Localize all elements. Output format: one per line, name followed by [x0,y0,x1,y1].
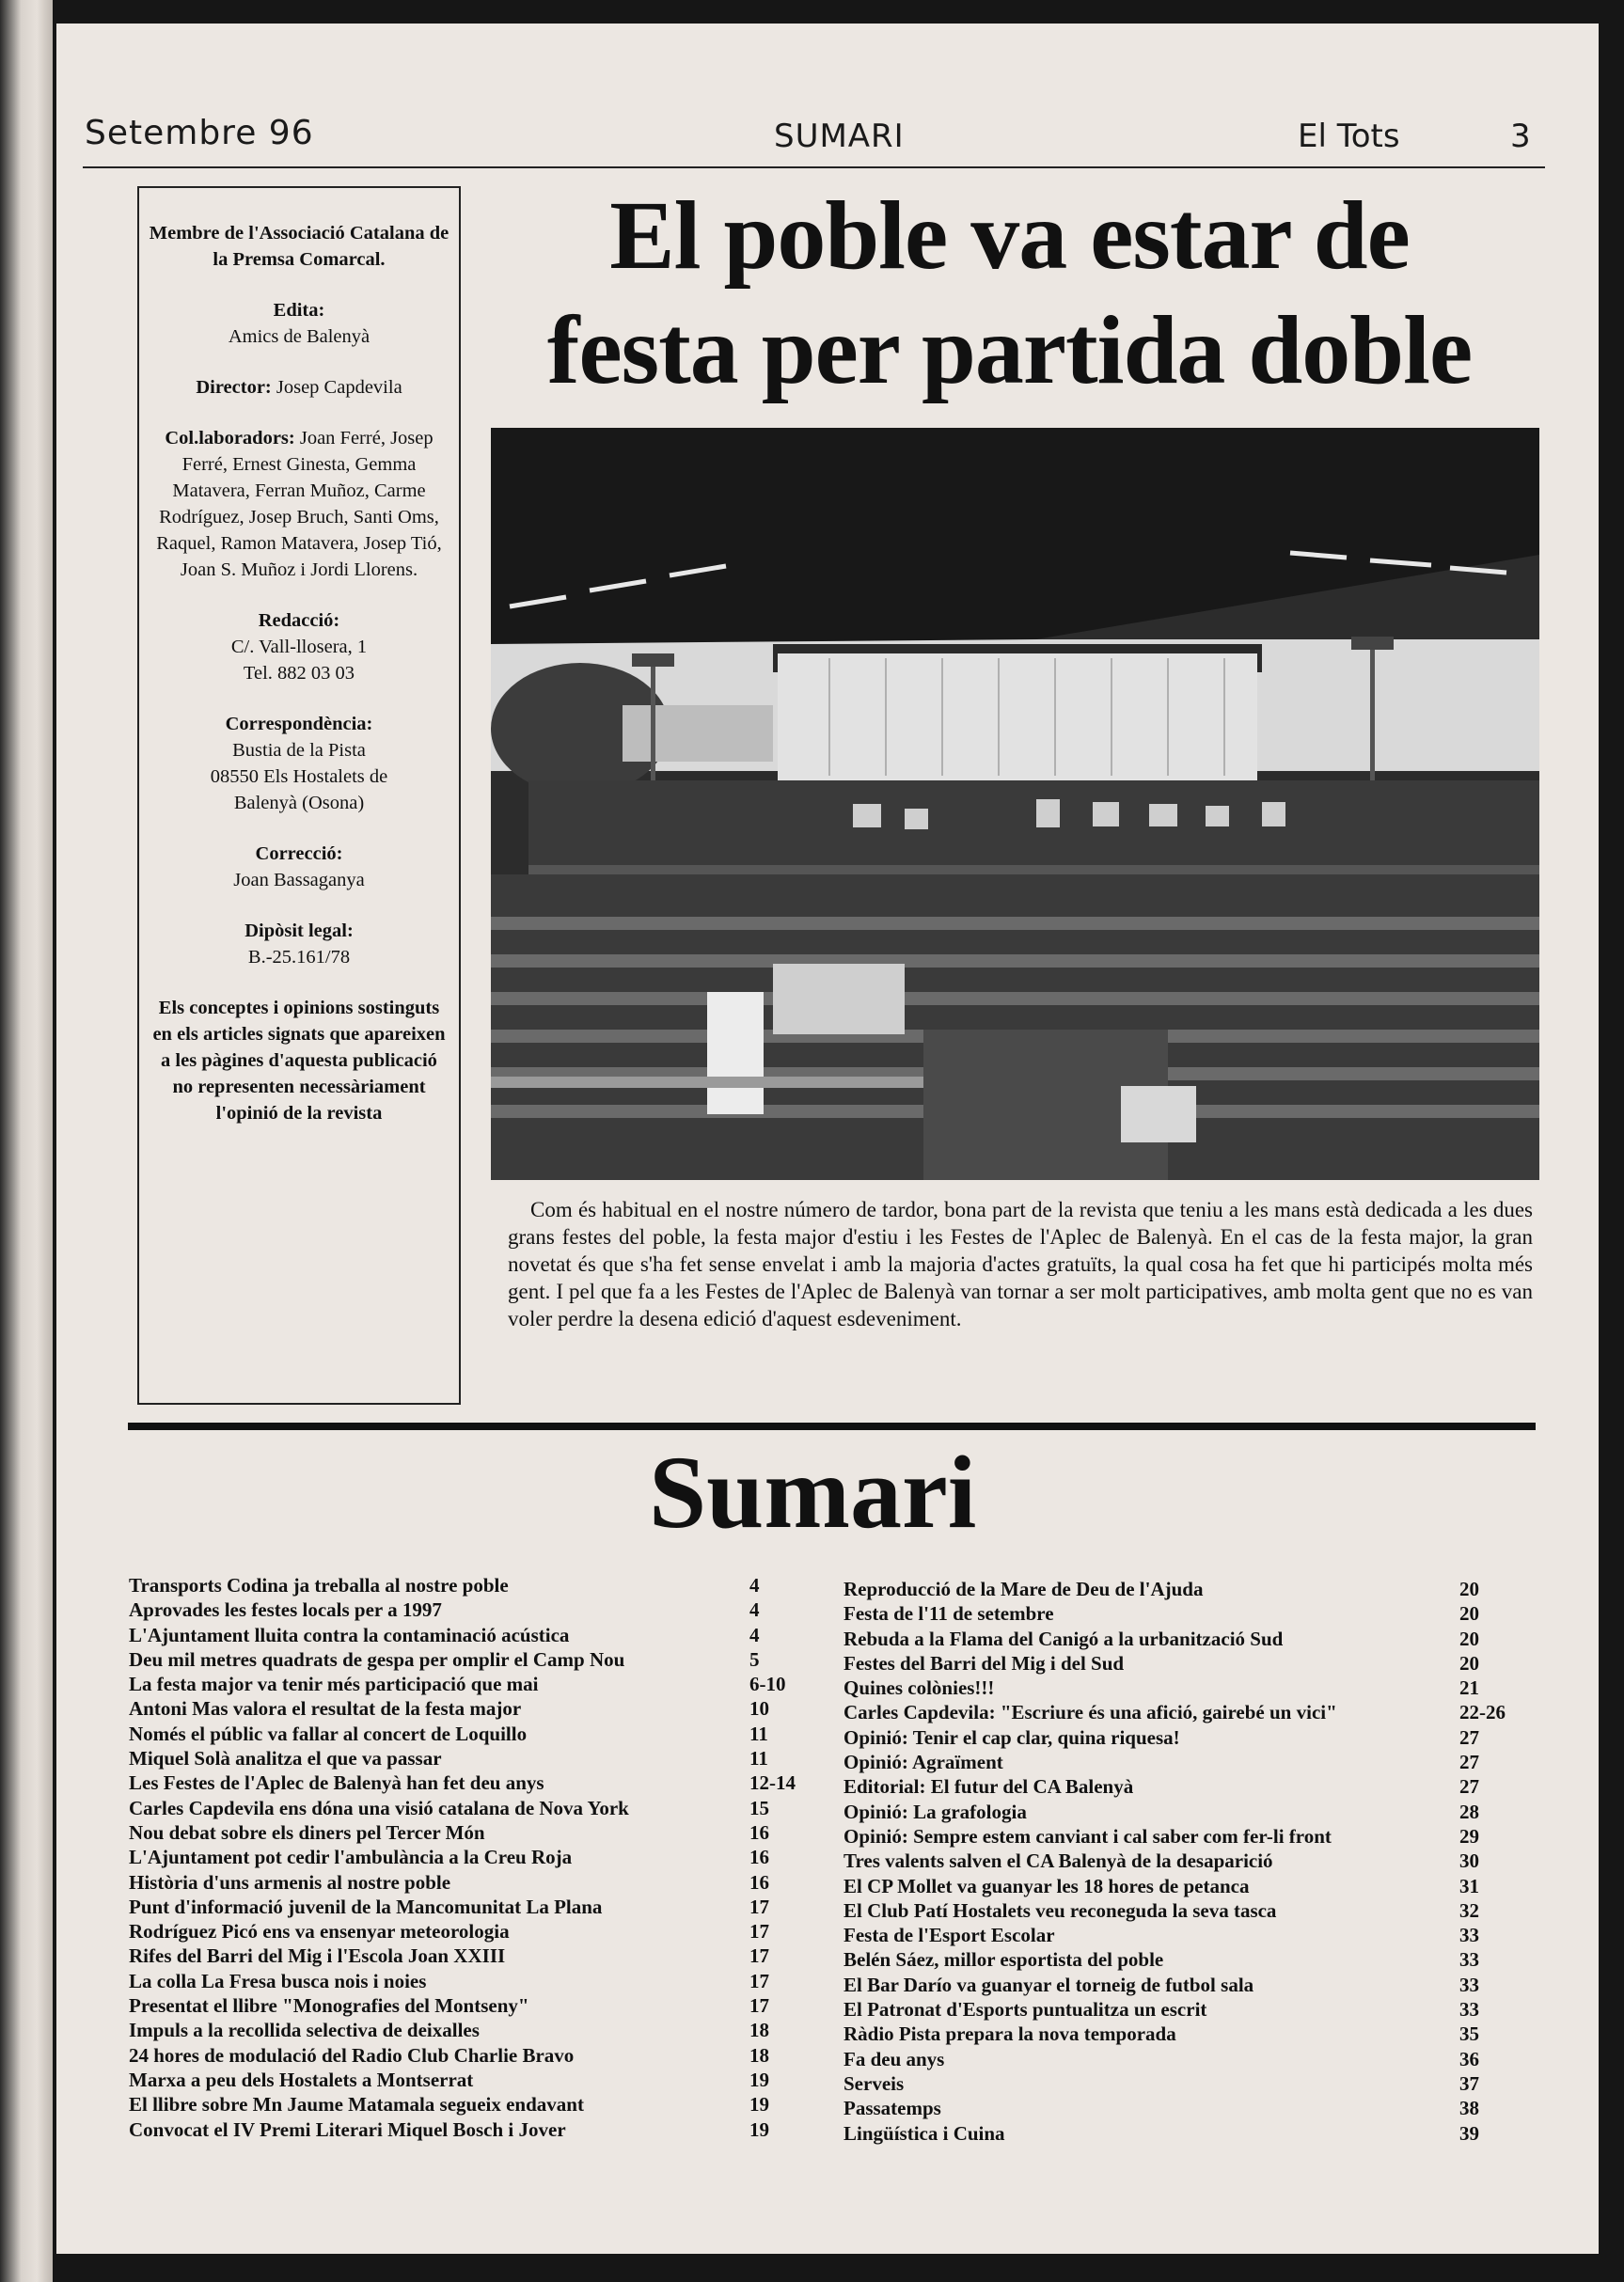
toc-entry [129,1722,806,1746]
toc-entry-page: 27 [1459,1725,1479,1749]
toc-entry-title: Opinió: Tenir el cap clar, quina riquesa! [844,1725,1180,1749]
toc-entry-title: El Club Patí Hostalets veu reconeguda la seva tasca [844,1898,1277,1922]
toc-entry [129,2018,806,2042]
toc-entry [129,1919,806,1944]
toc-entry-page: 4 [749,1598,760,1622]
toc-entry-page: 19 [749,2117,769,2141]
toc-entry-title: El llibre sobre Mn Jaume Matamala segueix endavant [129,2093,584,2117]
toc-entry-title: El Patronat d'Esports puntualitza un escrit [844,1998,1207,2022]
toc-entry-page: 39 [1459,2121,1479,2145]
toc-entry-page: 27 [1459,1751,1479,1774]
toc-entry [844,1725,1521,1750]
correccio-label: Correcció: [255,843,343,864]
toc-entry-title: Les Festes de l'Aplec de Balenyà han fet deu anys [129,1771,544,1795]
toc-entry-title: Deu mil metres quadrats de gespa per omplir el Camp Nou [129,1647,625,1671]
toc-entry-title: Antoni Mas valora el resultat de la festa major [129,1697,522,1721]
toc-entry [129,1895,806,1919]
toc-entry-title: Punt d'informació juvenil de la Mancomunitat La Plana [129,1895,603,1918]
page-number: 3 [1510,118,1531,155]
toc-entry-title: Marxa a peu dels Hostalets a Montserrat [129,2068,474,2091]
page-header [83,89,1545,168]
toc-entry-title: Fa deu anys [844,2047,945,2070]
toc-entry [844,1651,1521,1676]
toc-entry-title: Ràdio Pista prepara la nova temporada [844,2022,1176,2046]
toc-entry [844,2071,1521,2096]
toc-entry-page: 11 [749,1722,768,1745]
toc-entry [129,1845,806,1869]
toc-entry-page: 17 [749,1944,769,1968]
toc-entry-page: 20 [1459,1651,1479,1675]
toc-entry-title: Rifes del Barri del Mig i l'Escola Joan XXIII [129,1944,506,1968]
toc-entry [844,2096,1521,2120]
toc-entry-page: 22-26 [1459,1701,1506,1724]
toc-entry-title: Tres valents salven el CA Balenyà de la desaparició [844,1849,1273,1873]
toc-entry-title: La festa major va tenir més participació que mai [129,1673,539,1696]
toc-entry [844,1774,1521,1799]
toc-entry-page: 17 [749,1969,769,1992]
toc-entry [844,1627,1521,1651]
toc-entry-page: 11 [749,1747,768,1771]
toc-entry [129,1672,806,1696]
toc-entry-page: 19 [749,2068,769,2091]
toc-entry-title: Rodríguez Picó ens va ensenyar meteorologia [129,1920,510,1944]
toc-entry [129,1796,806,1820]
toc-entry [129,1647,806,1672]
toc-entry-title: Només el públic va fallar al concert de Loquillo [129,1722,528,1745]
toc-entry-title: Quines colònies!!! [844,1676,995,1700]
diposit-value: B.-25.161/78 [247,947,351,968]
edita-value: Amics de Balenyà [228,326,371,347]
toc-entry-title: Lingüística i Cuina [844,2121,1005,2145]
toc-entry-title: Serveis [844,2071,905,2095]
toc-entry-title: Opinió: Agraïment [844,1751,1003,1774]
toc-entry-page: 32 [1459,1898,1479,1922]
toc-entry [129,1623,806,1647]
correspondencia-label: Correspondència: [225,714,373,734]
toc-entry-title: Carles Capdevila ens dóna una visió catalana de Nova York [129,1796,629,1819]
toc-entry-page: 18 [749,2043,769,2067]
toc-entry-title: El CP Mollet va guanyar les 18 hores de petanca [844,1874,1250,1897]
toc-entry-page: 18 [749,2019,769,2042]
binding-spine [0,0,53,2282]
toc-entry-page: 33 [1459,1998,1479,2022]
toc-entry-title: Carles Capdevila: "Escriure és una afició, gairebé un vici" [844,1701,1337,1724]
toc-entry-page: 10 [749,1697,769,1721]
collaborators-label: Col.laboradors: [165,428,295,449]
toc-entry [844,1874,1521,1898]
toc-entry-page: 27 [1459,1775,1479,1799]
toc-entry-page: 5 [749,1647,760,1671]
toc-entry [129,1870,806,1895]
toc-entry-page: 20 [1459,1578,1479,1600]
toc-entry [844,1849,1521,1873]
toc-right-column [844,1577,1521,2146]
toc-entry [844,1923,1521,1947]
toc-entry-title: L'Ajuntament lluita contra la contaminació acústica [129,1623,570,1646]
toc-entry-title: Aprovades les festes locals per a 1997 [129,1598,442,1622]
toc-entry-page: 15 [749,1796,769,1819]
photo-caption: Com és habitual en el nostre número de tardor, bona part de la revista que teniu a les mans està dedicada a les dues grans festes del poble, la festa major d'estiu i les Festes de l'Aplec de Balenyà. En el cas de la festa major, la gran novetat és que s'ha fet sense envelat i amb la majoria d'actes gratuïts, la qual cosa ha fet que hi participés molta més gent. I pel que fa a les Festes de l'Aplec de Balenyà van tornar a ser molt participatives, amb molta gent que no es van voler perdre la desena edició d'aquest esdeveniment. [508,1198,1533,1330]
toc-entry [844,1601,1521,1626]
toc-entry-page: 33 [1459,1973,1479,1996]
edita-label: Edita: [273,300,325,321]
toc-entry-title: Opinió: Sempre estem canviant i cal saber com fer-li front [844,1824,1332,1848]
headline-line-1: El poble va estar de [609,181,1410,290]
toc-entry-page: 20 [1459,1627,1479,1650]
toc-entry [129,1944,806,1968]
toc-entry [129,2043,806,2068]
toc-entry-page: 16 [749,1846,769,1869]
toc-entry-page: 17 [749,1895,769,1918]
toc-entry-page: 38 [1459,2097,1479,2120]
director-label: Director: [196,377,272,398]
toc-entry-title: Festes del Barri del Mig i del Sud [844,1651,1125,1675]
toc-entry-title: Passatemps [844,2097,941,2120]
headline-line-2: festa per partida doble [546,296,1473,404]
toc-entry-title: Rebuda a la Flama del Canigó a la urbanització Sud [844,1627,1284,1650]
toc-entry-page: 4 [749,1574,760,1597]
toc-entry-page: 16 [749,1820,769,1844]
sumari-heading: Sumari [649,1435,977,1550]
toc-entry-page: 30 [1459,1849,1479,1873]
toc-entry [844,1947,1521,1972]
toc-entry-title: L'Ajuntament pot cedir l'ambulància a la Creu Roja [129,1846,573,1869]
toc-entry-title: Història d'uns armenis al nostre poble [129,1870,451,1894]
toc-entry [129,1993,806,2018]
redaccio-label: Redacció: [258,610,340,631]
redaccio-address: C/. Vall-llosera, 1 [230,637,368,657]
toc-entry [844,2047,1521,2071]
toc-entry-title: La colla La Fresa busca nois i noies [129,1969,427,1992]
toc-entry-title: Festa de l'Esport Escolar [844,1924,1055,1947]
toc-entry [129,1771,806,1795]
correccio-value: Joan Bassaganya [233,870,365,890]
toc-entry-title: Opinió: La grafologia [844,1800,1027,1823]
toc-entry-title: 24 hores de modulació del Radio Club Charlie Bravo [129,2043,575,2067]
toc-entry-page: 6-10 [749,1673,786,1696]
toc-entry-page: 35 [1459,2022,1479,2046]
toc-entry-page: 16 [749,1870,769,1894]
toc-entry [844,1577,1521,1601]
toc-entry-title: Festa de l'11 de setembre [844,1602,1054,1626]
toc-entry [844,1700,1521,1724]
toc-entry-page: 21 [1459,1676,1479,1700]
toc-entry [129,2092,806,2117]
diposit-label: Dipòsit legal: [244,921,354,941]
toc-entry-page: 28 [1459,1800,1479,1823]
director-value: Josep Capdevila [276,377,402,398]
toc-entry-page: 33 [1459,1924,1479,1947]
section-divider [128,1423,1536,1430]
toc-entry [129,2068,806,2092]
toc-entry-title: Convocat el IV Premi Literari Miquel Bosch i Jover [129,2117,566,2141]
toc-entry [844,1824,1521,1849]
toc-entry-title: Transports Codina ja treballa al nostre poble [129,1574,509,1597]
toc-entry [129,1573,806,1597]
correspondencia-line-2: 08550 Els Hostalets de [210,766,388,787]
toc-entry-page: 20 [1459,1602,1479,1626]
toc-entry-page: 37 [1459,2071,1479,2095]
toc-entry [844,1898,1521,1923]
toc-entry-title: Miquel Solà analitza el que va passar [129,1747,442,1771]
toc-entry [129,1820,806,1845]
toc-entry [129,1746,806,1771]
toc-entry-title: Belén Sáez, millor esportista del poble [844,1948,1164,1972]
festival-photo [491,428,1539,1180]
toc-entry [129,1696,806,1721]
article-headline [504,179,1515,408]
toc-entry [844,1997,1521,2022]
toc-entry-title: Impuls a la recollida selectiva de deixalles [129,2019,480,2042]
toc-left-column [129,1573,806,2142]
toc-entry [129,1969,806,1993]
toc-entry-page: 12-14 [749,1771,796,1795]
toc-entry-page: 17 [749,1994,769,2018]
toc-entry-title: Editorial: El futur del CA Balenyà [844,1775,1134,1799]
toc-entry [844,1973,1521,1997]
toc-entry [844,2121,1521,2146]
masthead-box [137,186,461,1405]
toc-entry-page: 36 [1459,2047,1479,2070]
issue-date: Setembre 96 [85,114,314,152]
collaborators-value: Joan Ferré, Josep Ferré, Ernest Ginesta, Gemma Matavera, Ferran Muñoz, Carme Rodríguez, Josep Bruch, Santi Oms, Raquel, Ramon Matavera, Josep Tió, Joan S. Muñoz i Jordi Llorens. [156,428,442,580]
toc-entry-page: 4 [749,1623,760,1646]
section-name: SUMARI [774,118,905,155]
toc-entry-page: 31 [1459,1874,1479,1897]
toc-entry-page: 19 [749,2093,769,2117]
toc-entry-page: 17 [749,1920,769,1944]
toc-entry [844,1676,1521,1700]
membership-note: Membre de l'Associació Catalana de la Premsa Comarcal. [149,223,449,270]
toc-entry-title: El Bar Darío va guanyar el torneig de futbol sala [844,1973,1254,1996]
redaccio-phone: Tel. 882 03 03 [243,663,355,684]
toc-entry-title: Presentat el llibre "Monografies del Montseny" [129,1994,529,2018]
toc-entry-page: 29 [1459,1824,1479,1848]
toc-entry [844,1800,1521,1824]
correspondencia-line-1: Bustia de la Pista [232,740,366,761]
disclaimer: Els conceptes i opinions sostinguts en els articles signats que apareixen a les pàgines d'aquesta publicació no representen necessàriament l'opinió de la revista [152,998,446,1124]
toc-entry [129,1597,806,1622]
correspondencia-line-3: Balenyà (Osona) [233,793,365,813]
publication-name: El Tots [1298,118,1400,155]
toc-entry-page: 33 [1459,1948,1479,1972]
toc-entry-title: Nou debat sobre els diners pel Tercer Món [129,1820,485,1844]
toc-entry [129,2117,806,2142]
toc-entry-title: Reproducció de la Mare de Deu de l'Ajuda [844,1578,1204,1600]
toc-entry [844,2022,1521,2046]
toc-entry [844,1750,1521,1774]
